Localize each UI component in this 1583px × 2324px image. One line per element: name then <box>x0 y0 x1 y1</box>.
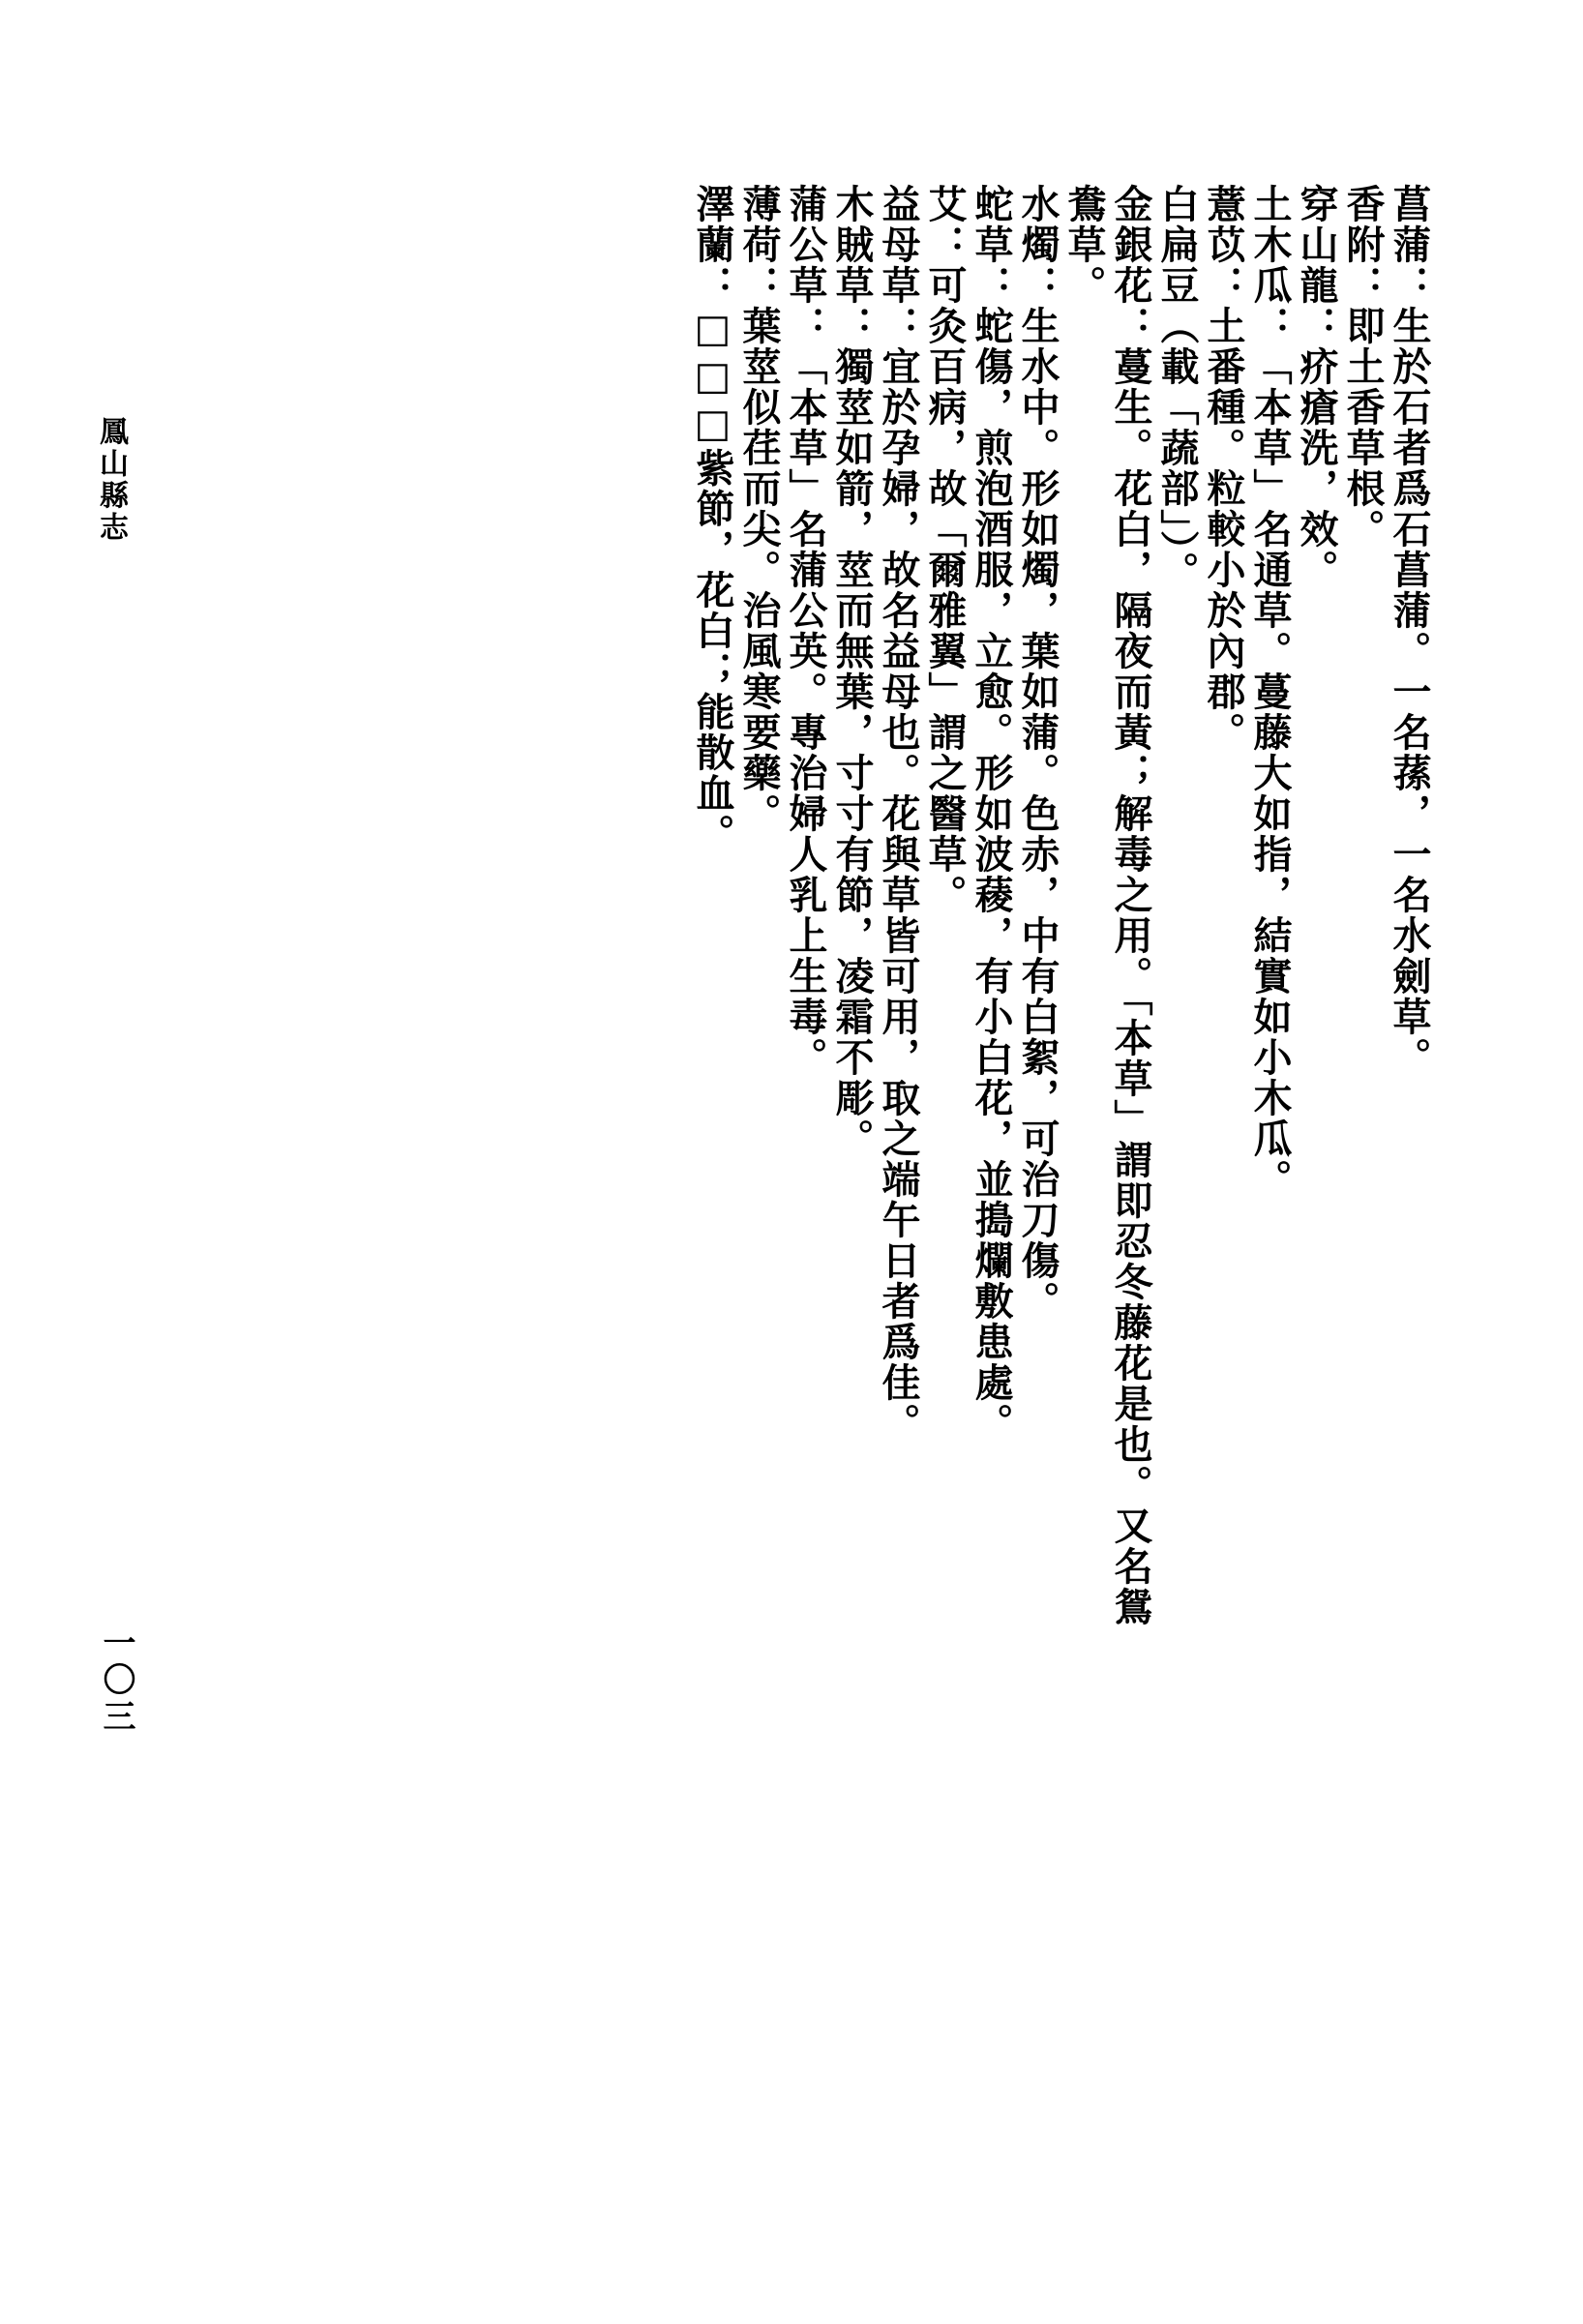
page-number: 一〇三 <box>97 1625 135 1736</box>
text-column: 穿山龍：疥瘡洗，效。 <box>1294 184 1339 590</box>
text-column: 澤蘭：□□□紫節，花白；能散血。 <box>690 184 735 854</box>
text-column: 香附：即土香草根。 <box>1340 184 1386 550</box>
text-column: 木賊草：獨莖如箭，莖而無葉，寸寸有節，凌霜不彫。 <box>829 184 875 1159</box>
text-column: 水燭：生水中。形如燭，葉如蒲。色赤，中有白絮，可治刀傷。 <box>1015 184 1060 1322</box>
vertical-text-block <box>685 184 1432 2138</box>
text-column: 艾：可灸百病，故「爾雅翼」謂之醫草。 <box>922 184 968 915</box>
text-column: 鴦草。 <box>1061 184 1107 306</box>
text-column: 蛇草：蛇傷，煎泡酒服，立愈。形如波薐，有小白花，並搗爛敷患處。 <box>969 184 1014 1444</box>
text-column: 薏苡：土番種。粒較小於內郡。 <box>1201 184 1246 753</box>
running-head: 鳳山縣志 <box>94 416 128 544</box>
text-column: 金銀花：蔓生。花白，隔夜而黃；解毒之用。「本草」謂即忍冬藤花是也。又名鴛 <box>1108 184 1153 1627</box>
text-column: 益母草：宜於孕婦，故名益母也。花與草皆可用，取之端午日者爲佳。 <box>876 184 921 1444</box>
text-column: 土木瓜：「本草」名通草。蔓藤大如指，結實如小木瓜。 <box>1247 184 1293 1200</box>
text-column: 蒲公草：「本草」名蒲公英。專治婦人乳上生毒。 <box>783 184 828 1078</box>
text-column: 薄荷：葉莖似荏而尖。治風寒要藥。 <box>736 184 782 834</box>
text-column: 白扁豆（載「蔬部」）。 <box>1154 184 1200 592</box>
text-column: 菖蒲：生於石者爲石菖蒲。一名蓀，一名水劍草。 <box>1387 184 1432 1078</box>
